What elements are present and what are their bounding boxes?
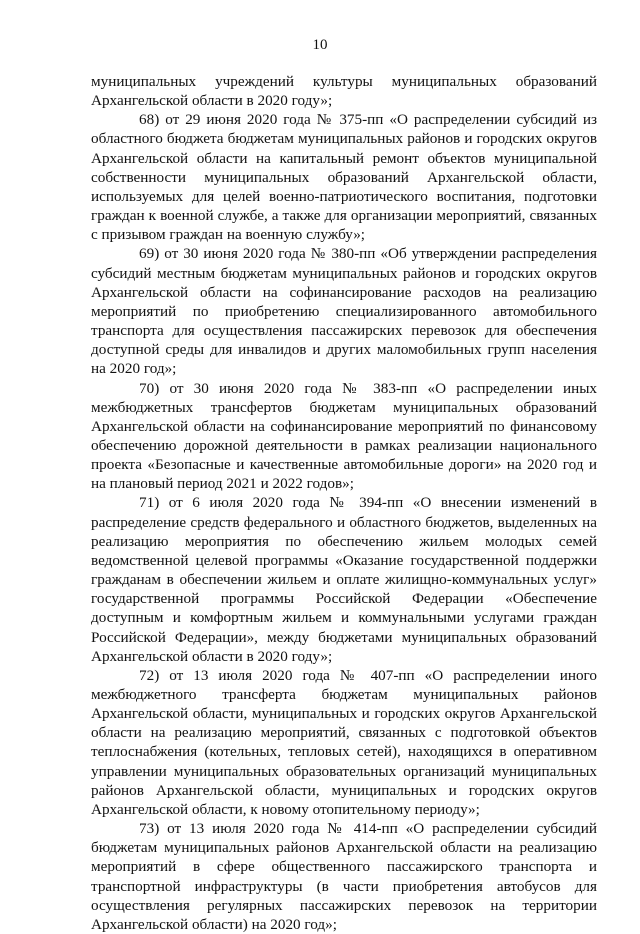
list-item-71: 71) от 6 июля 2020 года № 394-пп «О внесении изменений в распределение средств федерального и областного бюджетов, выделенных на реализацию мероприятия по обеспечению жильем молодых семей ведомственной целевой программы «Оказание государственной поддержки гражданам в обеспечении жильем и оплате жилищно-коммунальных услуг» государственной программы Российской Федерации «Обеспечение доступным и комфортным жильем и коммунальными услугами граждан Российской Федерации», между бюджетами муниципальных образований Архангельской области в 2020 году»; bbox=[91, 494, 597, 665]
list-item-73: 73) от 13 июля 2020 года № 414-пп «О распределении субсидий бюджетам муниципальных районов Архангельской области на реализацию мероприятий в сфере общественного пассажирского транспорта и транспортной инфраструктуры (в части приобретения автобусов для осуществления регулярных пассажирских перевозок на территории Архангельской области) на 2020 год»; bbox=[91, 820, 597, 933]
page-number: 10 bbox=[312, 37, 328, 53]
list-item-68: 68) от 29 июня 2020 года № 375-пп «О распределении субсидий из областного бюджета бюджетам муниципальных районов и городских округов Архангельской области на капитальный ремонт объектов муниципальной собственности муниципальных образований Архангельской области, используемых для целей военно-патриотического воспитания, подготовки граждан к военной службе, а также для организации мероприятий, связанных с призывом граждан на военную службу»; bbox=[91, 111, 597, 244]
list-item-69: 69) от 30 июня 2020 года № 380-пп «Об утверждении распределения субсидий местным бюджетам муниципальных районов и городских округов Архангельской области на софинансирование расходов на реализацию мероприятий по приобретению специализированного автомобильного транспорта для осуществления пассажирских перевозок для обеспечения доступной среды для инвалидов и других маломобильных групп населения на 2020 год»; bbox=[91, 245, 597, 378]
document-body bbox=[91, 72, 597, 934]
list-item-72: 72) от 13 июля 2020 года № 407-пп «О распределении иного межбюджетного трансферта бюджетам муниципальных районов Архангельской области, муниципальных и городских округов Архангельской области на реализацию мероприятий, связанных с подготовкой объектов теплоснабжения (котельных, тепловых сетей), находящихся в оперативном управлении муниципальных образовательных организаций муниципальных районов Архангельской области, муниципальных и городских округов Архангельской области, к новому отопительному периоду»; bbox=[91, 666, 597, 818]
paragraph-continuation: муниципальных учреждений культуры муниципальных образований Архангельской области в 2020 году»; bbox=[91, 73, 597, 110]
list-item-70: 70) от 30 июня 2020 года № 383-пп «О распределении иных межбюджетных трансфертов бюджетам муниципальных образований Архангельской области на софинансирование мероприятий по финансовому обеспечению дорожной деятельности в рамках реализации национального проекта «Безопасные и качественные автомобильные дороги» на 2020 год и на плановый период 2021 и 2022 годов»; bbox=[91, 379, 597, 493]
